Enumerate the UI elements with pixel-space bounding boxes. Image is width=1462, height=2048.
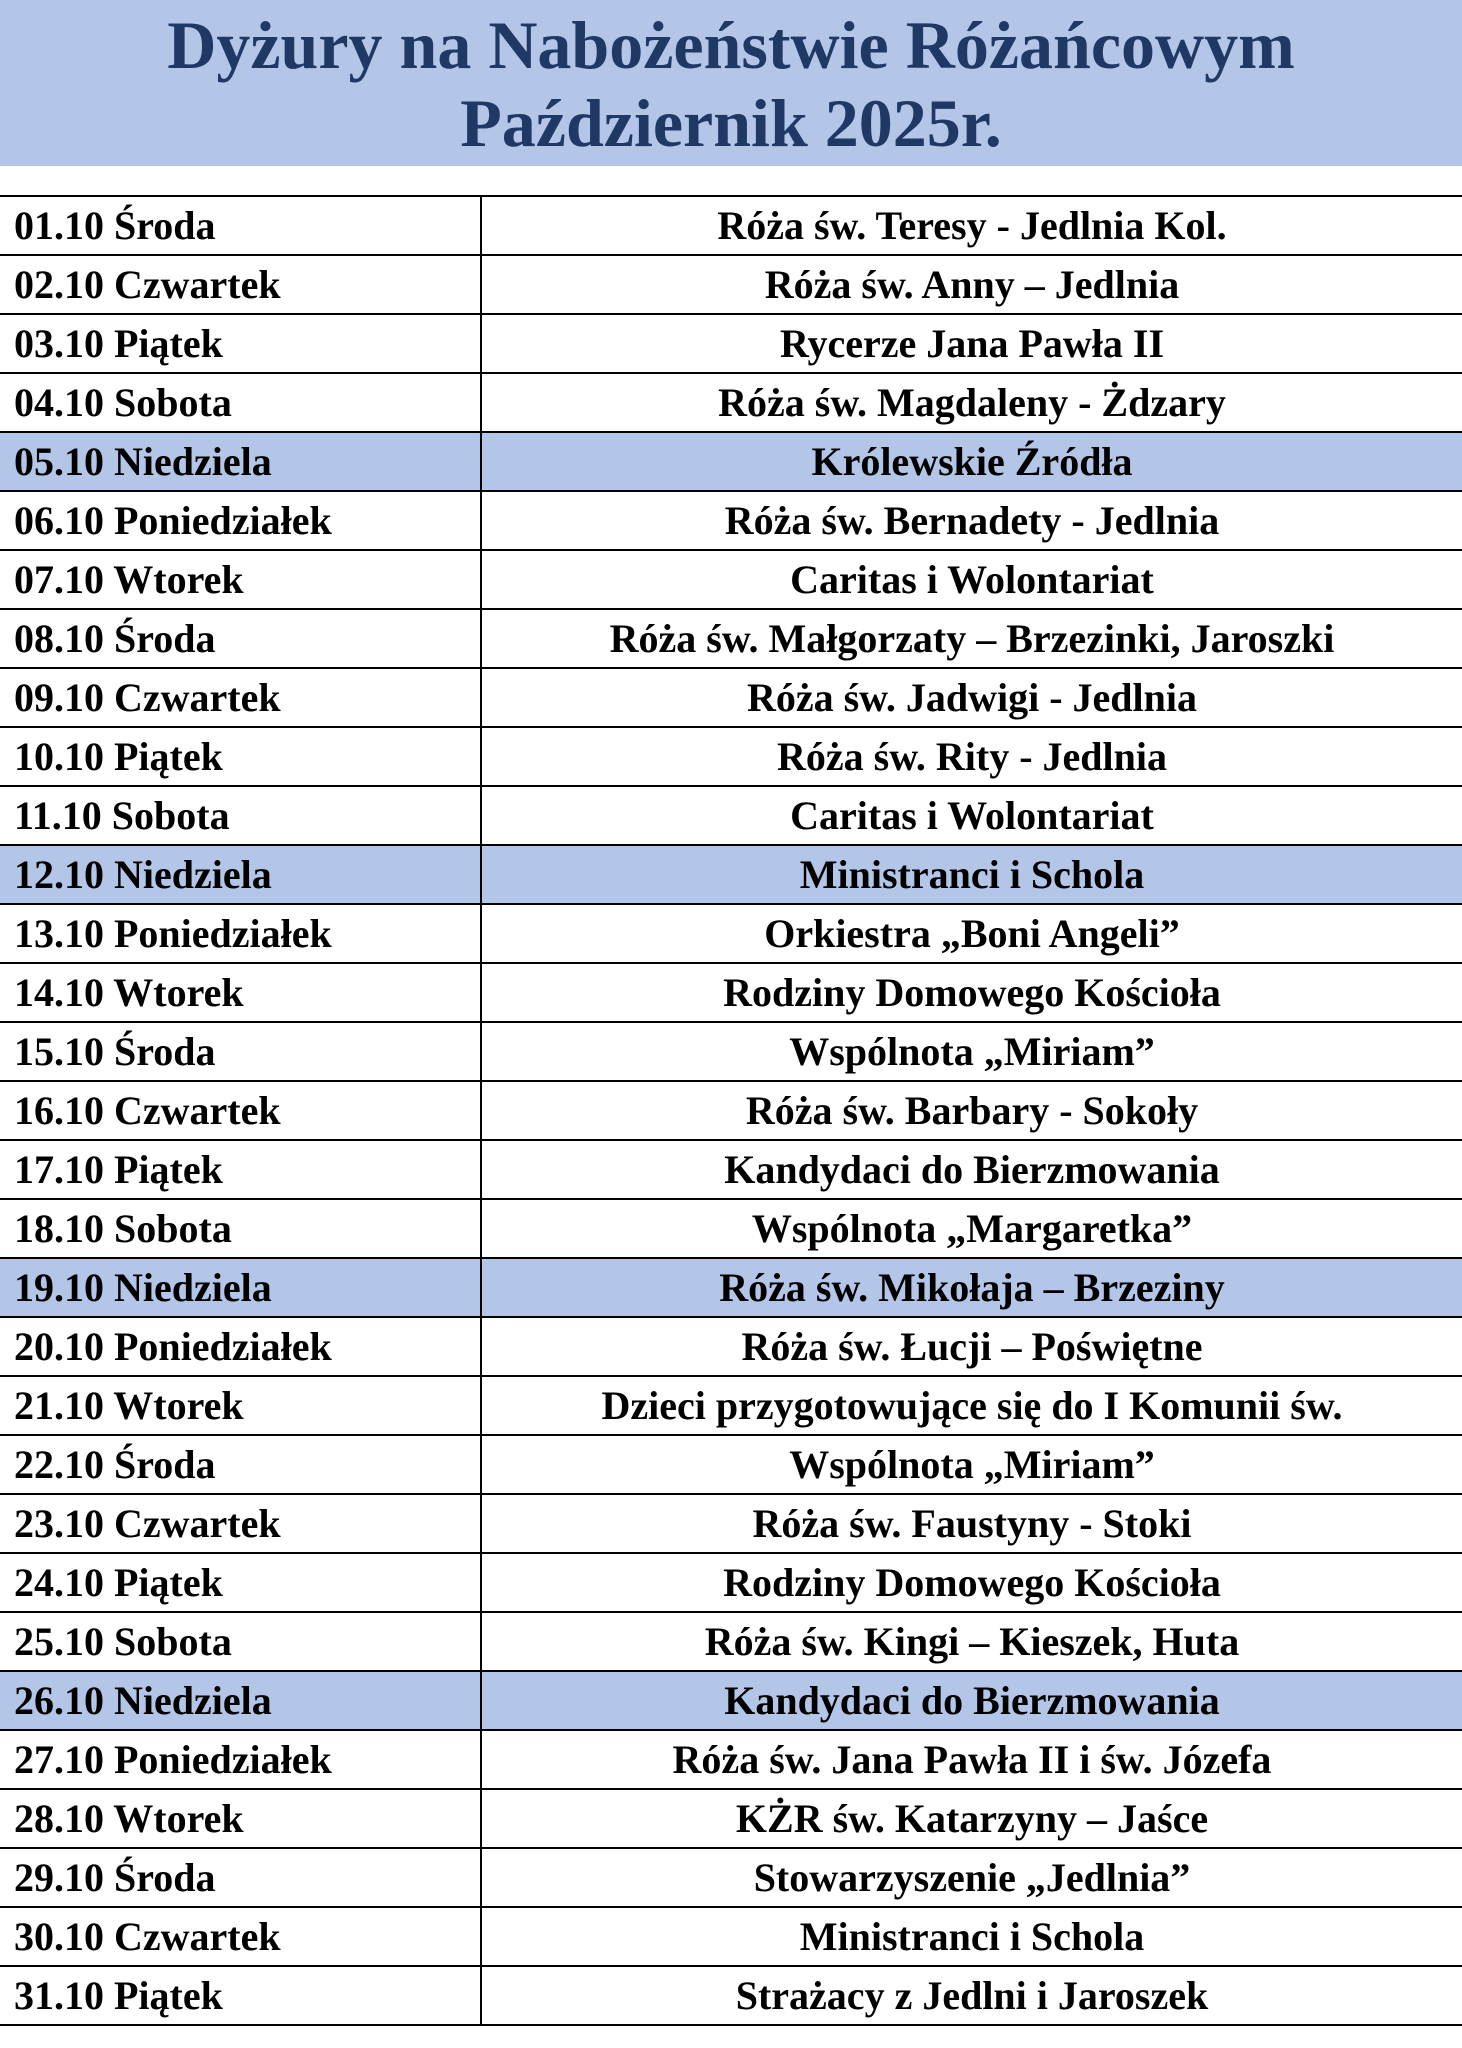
table-row <box>0 373 1462 432</box>
table-row <box>0 1612 1462 1671</box>
date-cell: 19.10 Niedziela <box>0 1258 481 1317</box>
table-row <box>0 1553 1462 1612</box>
date-cell: 13.10 Poniedziałek <box>0 904 481 963</box>
table-row <box>0 668 1462 727</box>
table-row <box>0 609 1462 668</box>
date-cell: 22.10 Środa <box>0 1435 481 1494</box>
group-cell: Róża św. Jadwigi - Jedlnia <box>481 668 1462 727</box>
date-cell: 27.10 Poniedziałek <box>0 1730 481 1789</box>
date-cell: 17.10 Piątek <box>0 1140 481 1199</box>
table-row <box>0 1022 1462 1081</box>
date-cell: 11.10 Sobota <box>0 786 481 845</box>
group-cell: Róża św. Łucji – Poświętne <box>481 1317 1462 1376</box>
date-cell: 10.10 Piątek <box>0 727 481 786</box>
date-cell: 28.10 Wtorek <box>0 1789 481 1848</box>
table-row <box>0 963 1462 1022</box>
group-cell: Róża św. Anny – Jedlnia <box>481 255 1462 314</box>
date-cell: 24.10 Piątek <box>0 1553 481 1612</box>
group-cell: Róża św. Rity - Jedlnia <box>481 727 1462 786</box>
group-cell: Rycerze Jana Pawła II <box>481 314 1462 373</box>
table-row <box>0 1494 1462 1553</box>
group-cell: Róża św. Małgorzaty – Brzezinki, Jaroszki <box>481 609 1462 668</box>
group-cell: Róża św. Kingi – Kieszek, Huta <box>481 1612 1462 1671</box>
group-cell: Ministranci i Schola <box>481 845 1462 904</box>
table-row-sunday <box>0 845 1462 904</box>
table-row <box>0 1081 1462 1140</box>
group-cell: Wspólnota „Miriam” <box>481 1022 1462 1081</box>
table-row <box>0 1848 1462 1907</box>
table-row <box>0 786 1462 845</box>
table-row <box>0 550 1462 609</box>
page-title <box>0 0 1462 166</box>
table-row <box>0 491 1462 550</box>
group-cell: Ministranci i Schola <box>481 1907 1462 1966</box>
date-cell: 23.10 Czwartek <box>0 1494 481 1553</box>
group-cell: Wspólnota „Miriam” <box>481 1435 1462 1494</box>
date-cell: 14.10 Wtorek <box>0 963 481 1022</box>
group-cell: Stowarzyszenie „Jedlnia” <box>481 1848 1462 1907</box>
table-row <box>0 1435 1462 1494</box>
date-cell: 16.10 Czwartek <box>0 1081 481 1140</box>
date-cell: 26.10 Niedziela <box>0 1671 481 1730</box>
date-cell: 31.10 Piątek <box>0 1966 481 2025</box>
table-row <box>0 1789 1462 1848</box>
date-cell: 05.10 Niedziela <box>0 432 481 491</box>
date-cell: 08.10 Środa <box>0 609 481 668</box>
group-cell: KŻR św. Katarzyny – Jaśce <box>481 1789 1462 1848</box>
table-row-sunday <box>0 1258 1462 1317</box>
table-row <box>0 255 1462 314</box>
date-cell: 25.10 Sobota <box>0 1612 481 1671</box>
table-row <box>0 196 1462 255</box>
group-cell: Caritas i Wolontariat <box>481 786 1462 845</box>
date-cell: 01.10 Środa <box>0 196 481 255</box>
group-cell: Róża św. Magdaleny - Żdzary <box>481 373 1462 432</box>
group-cell: Strażacy z Jedlni i Jaroszek <box>481 1966 1462 2025</box>
group-cell: Róża św. Jana Pawła II i św. Józefa <box>481 1730 1462 1789</box>
date-cell: 18.10 Sobota <box>0 1199 481 1258</box>
date-cell: 30.10 Czwartek <box>0 1907 481 1966</box>
date-cell: 20.10 Poniedziałek <box>0 1317 481 1376</box>
date-cell: 15.10 Środa <box>0 1022 481 1081</box>
group-cell: Róża św. Bernadety - Jedlnia <box>481 491 1462 550</box>
table-row <box>0 1140 1462 1199</box>
group-cell: Róża św. Mikołaja – Brzeziny <box>481 1258 1462 1317</box>
table-row-sunday <box>0 1671 1462 1730</box>
date-cell: 12.10 Niedziela <box>0 845 481 904</box>
title-line-1: Dyżury na Nabożeństwie Różańcowym <box>167 7 1295 83</box>
schedule-table <box>0 195 1462 2026</box>
schedule-body <box>0 196 1462 2025</box>
group-cell: Róża św. Faustyny - Stoki <box>481 1494 1462 1553</box>
group-cell: Róża św. Barbary - Sokoły <box>481 1081 1462 1140</box>
date-cell: 06.10 Poniedziałek <box>0 491 481 550</box>
group-cell: Orkiestra „Boni Angeli” <box>481 904 1462 963</box>
group-cell: Róża św. Teresy - Jedlnia Kol. <box>481 196 1462 255</box>
table-row <box>0 314 1462 373</box>
table-row <box>0 1966 1462 2025</box>
group-cell: Dzieci przygotowujące się do I Komunii św. <box>481 1376 1462 1435</box>
table-row <box>0 1376 1462 1435</box>
table-row <box>0 1317 1462 1376</box>
group-cell: Królewskie Źródła <box>481 432 1462 491</box>
group-cell: Kandydaci do Bierzmowania <box>481 1140 1462 1199</box>
table-row <box>0 1199 1462 1258</box>
group-cell: Rodziny Domowego Kościoła <box>481 963 1462 1022</box>
date-cell: 04.10 Sobota <box>0 373 481 432</box>
table-row <box>0 904 1462 963</box>
table-row-sunday <box>0 432 1462 491</box>
date-cell: 21.10 Wtorek <box>0 1376 481 1435</box>
group-cell: Rodziny Domowego Kościoła <box>481 1553 1462 1612</box>
group-cell: Wspólnota „Margaretka” <box>481 1199 1462 1258</box>
date-cell: 03.10 Piątek <box>0 314 481 373</box>
date-cell: 07.10 Wtorek <box>0 550 481 609</box>
table-row <box>0 1907 1462 1966</box>
table-row <box>0 727 1462 786</box>
table-row <box>0 1730 1462 1789</box>
date-cell: 29.10 Środa <box>0 1848 481 1907</box>
title-line-2: Październik 2025r. <box>460 85 1002 161</box>
date-cell: 02.10 Czwartek <box>0 255 481 314</box>
group-cell: Kandydaci do Bierzmowania <box>481 1671 1462 1730</box>
group-cell: Caritas i Wolontariat <box>481 550 1462 609</box>
date-cell: 09.10 Czwartek <box>0 668 481 727</box>
